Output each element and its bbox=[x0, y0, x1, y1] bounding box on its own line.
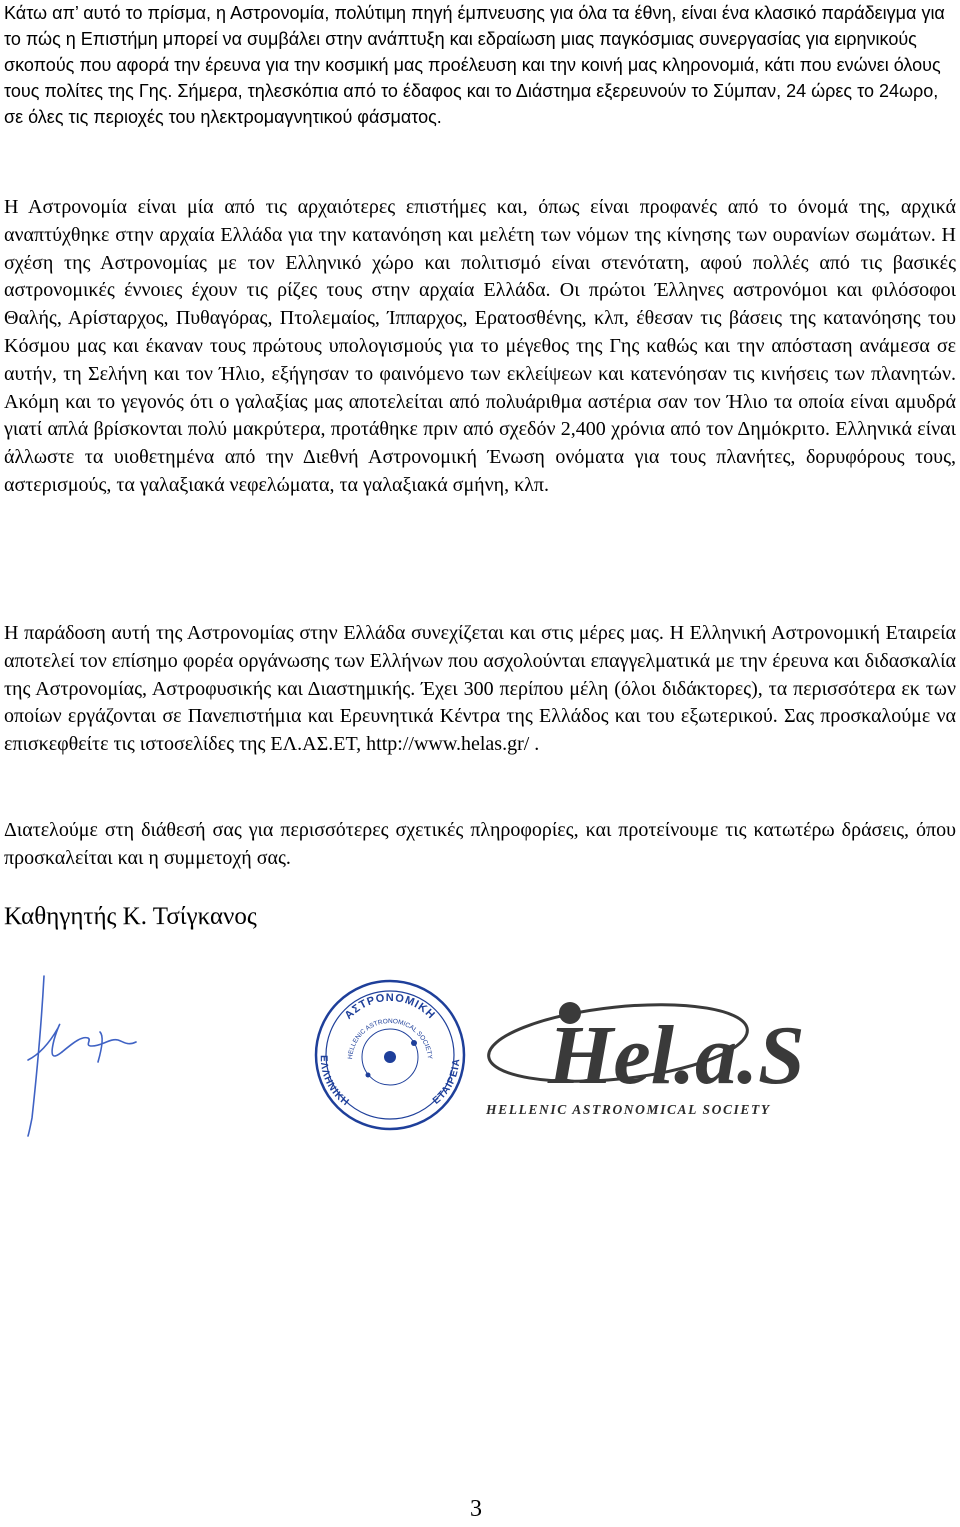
paragraph-closing: Διατελούμε στη διάθεσή σας για περισσότερες σχετικές πληροφορίες, και προτείνουμε τις κατωτέρω δράσεις, όπου προσκαλείται και η συμμετοχή σας. bbox=[4, 819, 956, 869]
paragraph-intro: Κάτω απ’ αυτό το πρίσμα, η Αστρονομία, πολύτιμη πηγή έμπνευσης για όλα τα έθνη, είναι ένα κλασικό παράδειγμα για το πώς η Επιστήμη μπορεί να συμβάλει στην ανάπτυξη και εδραίωση μιας παγκόσμιας συνεργασίας για ειρηνικούς σκοπούς που αφορά την έρευνα για την κοσμική μας προέλευση και την κοινή μας κληρονομιά, κάτι που ενώνει όλους τους πολίτες της Γης. Σήμερα, τηλεσκόπια από το έδαφος και το Διάστημα εξερευνούν το Σύμπαν, 24 ώρες το 24ωρο, σε όλες τις περιοχές του ηλεκτρομαγνητικού φάσματος. bbox=[4, 3, 945, 127]
signatory-name: Καθηγητής Κ. Τσίγκανος bbox=[4, 903, 257, 930]
logo-wordmark: Hel.a.S bbox=[548, 1009, 805, 1100]
seal-top-text: ΑΣΤΡΟΝΟΜΙΚΗ bbox=[342, 991, 438, 1022]
paragraph-history: Η Αστρονομία είναι μία από τις αρχαιότερες επιστήμες και, όπως είναι προφανές από το όνομά της, αρχικά αναπτύχθηκε στην αρχαία Ελλάδα για την κατανόηση και μελέτη των νόμων της κίνησης των ουρανίων σωμάτων. Η σχέση της Αστρονομίας με τον Ελληνικό χώρο και πολιτισμό είναι στενότατη, αφού πολλές από τις βασικές αστρονομικές έννοιες έχουν τις ρίζες τους στην αρχαία Ελλάδα. Οι πρώτοι Έλληνες αστρονόμοι και φιλόσοφοι Θαλής, Αρίσταρχος, Πυθαγόρας, Πτολεμαίος, Ίππαρχος, Ερατοσθένης, κλπ, έθεσαν τις βάσεις της κατανόησης του Κόσμου μας και έκαναν τους πρώτους υπολογισμούς για το μέγεθος της Γης καθώς και την απόσταση ανάμεσα σε αυτήν, τη Σελήνη και τον Ήλιο, εξήγησαν το φαινόμενο των εκλείψεων και κατενόησαν τις κινήσεις των πλανητών. Ακόμη και το γεγονός ότι ο γαλαξίας μας αποτελείται από πολυάριθμα αστέρια σαν τον Ήλιο τα οποία είναι αμυδρά γιατί απλά βρίσκονται πολύ μακρύτερα, προτάθηκε πριν από σχεδόν 2,400 χρόνια από τον Δημόκριτο. Ελληνικά είναι άλλωστε τα υιοθετημένα από την Διεθνή Αστρονομική Ένωση ονόματα για τους πλανήτες, δορυφόρους τους, αστερισμούς, τα γαλαξιακά νεφελώματα, τα γαλαξιακά σμήνη, κλπ. bbox=[4, 196, 956, 496]
seal-left-text: ΕΛΛΗΝΙΚΗ bbox=[317, 1054, 352, 1109]
logo-caption: HELLENIC ASTRONOMICAL SOCIETY bbox=[486, 1102, 771, 1117]
paragraph-society: Η παράδοση αυτή της Αστρονομίας στην Ελλάδα συνεχίζεται και στις μέρες μας. Η Ελληνική Αστρονομική Εταιρεία αποτελεί τον επίσημο φορέα οργάνωσης των Ελλήνων που ασχολούνται επαγγελματικά με την έρευνα και διδασκαλία της Αστρονομίας, Αστροφυσικής και Διαστημικής. Έχει 300 περίπου μέλη (όλοι διδάκτορες), τα περισσότερα εκ των οποίων εργάζονται σε Πανεπιστήμια και Ερευνητικά Κέντρα της Ελλάδος και του εξωτερικού. Σας προσκαλούμε να επισκεφθείτε τις ιστοσελίδες της ΕΛ.ΑΣ.ΕΤ, http://www.helas.gr/ . bbox=[4, 622, 956, 756]
seal-right-text: ΕΤΑΙΡΕΙΑ bbox=[430, 1057, 463, 1107]
svg-text:ΑΣΤΡΟΝΟΜΙΚΗ bbox=[343, 992, 438, 1022]
seal-sun-icon bbox=[384, 1051, 396, 1063]
signature-image bbox=[18, 968, 148, 1138]
helas-logo-image bbox=[478, 985, 818, 1100]
svg-text:ΕΛΛΗΝΙΚΗ bbox=[318, 1055, 352, 1109]
seal-inner-text: HELLENIC ASTRONOMICAL SOCIETY bbox=[346, 1017, 433, 1060]
page-number: 3 bbox=[470, 1496, 482, 1522]
society-seal-image bbox=[310, 975, 470, 1135]
